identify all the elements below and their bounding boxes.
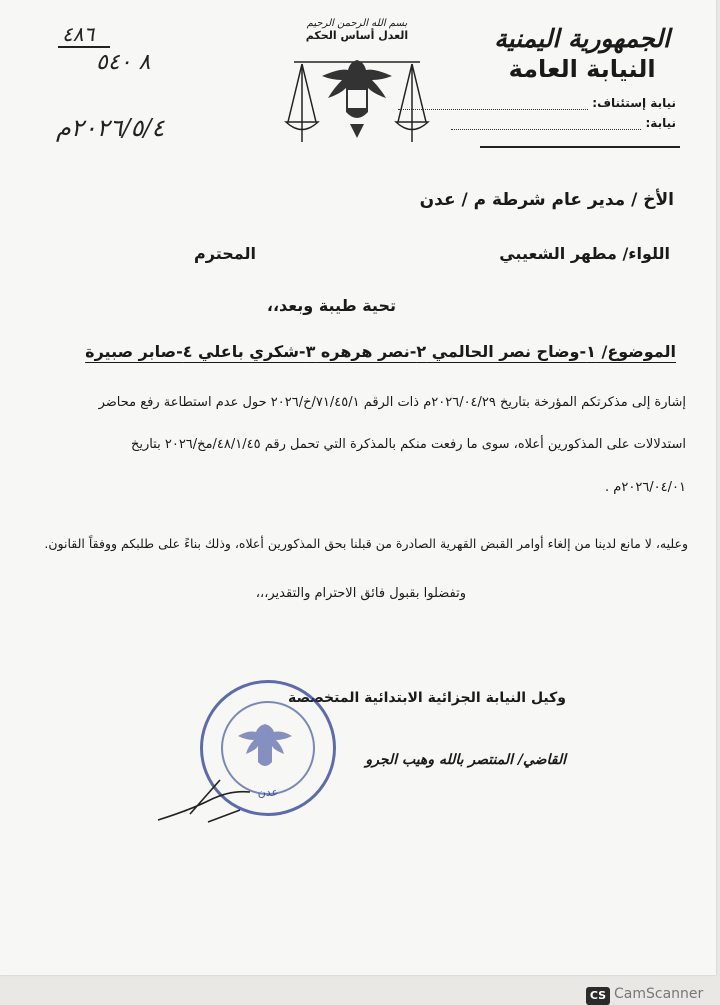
field-appeal-prosecution: نيابة إستئناف:	[398, 96, 676, 110]
basmala: بسم الله الرحمن الرحيم	[306, 18, 408, 29]
body-paragraph-line-3: ٢٠٢٦/٠٤/٠١م .	[605, 480, 686, 495]
scales-eagle-icon	[282, 42, 432, 142]
country-name: الجمهورية اليمنية	[494, 24, 670, 53]
field-prosecution: نيابة:	[451, 116, 676, 130]
agency-name: النيابة العامة	[508, 55, 656, 83]
camscanner-label: CamScanner	[614, 986, 704, 1002]
motto: العدل أساس الحكم	[305, 29, 409, 42]
camscanner-logo-icon: CS	[586, 987, 610, 1005]
honorific: المحترم	[194, 244, 256, 263]
signatory-title: وكيل النيابة الجزائية الابتدائية المتخصصة	[287, 690, 566, 706]
recipient-name: اللواء/ مطهر الشعيبي	[499, 244, 670, 263]
greeting: تحية طيبة وبعد،،	[266, 296, 396, 315]
field-appeal-label: نيابة إستئناف	[597, 96, 676, 110]
emblem	[282, 18, 432, 158]
header-rule	[480, 146, 680, 148]
subject-line: الموضوع/ ١-وضاح نصر الحالمي ٢-نصر هرهره ٣-شكري باعلي ٤-صابر صبيرة	[85, 342, 676, 361]
handwritten-number-2: ٨ ٥٤٠	[96, 50, 151, 75]
field-prosecution-label: نيابة	[650, 116, 676, 130]
letterhead-right	[494, 24, 670, 83]
closing-line: وتفضلوا بقبول فائق الاحترام والتقدير،،،	[255, 586, 466, 601]
handwritten-rule	[58, 46, 110, 48]
handwritten-date: ٢٠٢٦/٥/٤م	[56, 114, 165, 142]
signatory-name: القاضي/ المنتصر بالله وهيب الجرو	[365, 752, 566, 768]
stamp-city: عدن	[257, 786, 279, 799]
handwritten-number-1: ٤٨٦	[62, 22, 95, 46]
addressee-line: الأخ / مدير عام شرطة م / عدن	[419, 190, 674, 210]
signature-scribble	[150, 770, 270, 830]
body-paragraph-line-1: إشارة إلى مذكرتكم المؤرخة بتاريخ ٢٠٢٦/٠٤/٢٩م ذات الرقم ٧١/٤٥/١/خ/٢٠٢٦ حول عدم استطاعة رفع محاضر	[98, 395, 686, 410]
body-paragraph-line-2: استدلالات على المذكورين أعلاه، سوى ما رفعت منكم بالمذكرة التي تحمل رقم ٤٨/١/٤٥/مخ/٢٠٢٦ بتاريخ	[130, 437, 686, 452]
body-paragraph-2: وعليه، لا مانع لدينا من إلغاء أوامر القبض القهرية الصادرة من قبلنا بحق المذكورين أعلاه، وذلك بناءً على طلبكم ووفقاً القانون.	[44, 536, 688, 551]
